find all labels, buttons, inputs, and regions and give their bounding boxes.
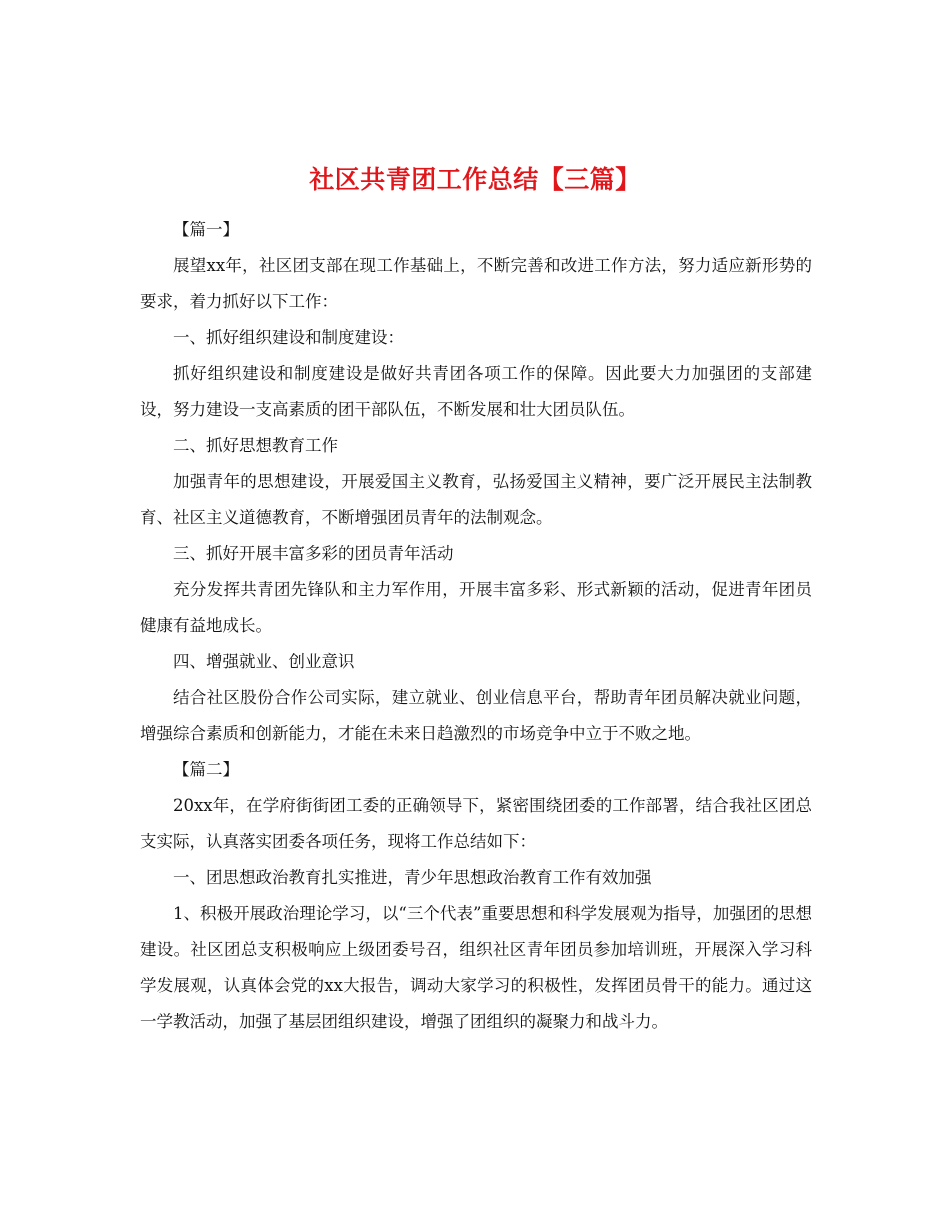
paragraph: 1、积极开展政治理论学习，以“三个代表”重要思想和科学发展观为指导，加强团的思想建设。社区团总支积极响应上级团委号召，组织社区青年团员参加培训班，开展深入学习科学发展观，认真体会党的xx大报告，调动大家学习的积极性，发挥团员骨干的能力。通过这一学教活动，加强了基层团组织建设，增强了团组织的凝聚力和战斗力。 bbox=[140, 904, 812, 1031]
subheading: 三、抓好开展丰富多彩的团员青年活动 bbox=[173, 544, 454, 563]
subheading: 一、抓好组织建设和制度建设： bbox=[173, 328, 404, 347]
paragraph: 展望xx年，社区团支部在现工作基础上，不断完善和改进工作方法，努力适应新形势的要求，着力抓好以下工作： bbox=[140, 256, 812, 311]
subheading: 二、抓好思想教育工作 bbox=[173, 436, 338, 455]
paragraph: 抓好组织建设和制度建设是做好共青团各项工作的保障。因此要大力加强团的支部建设，努力建设一支高素质的团干部队伍，不断发展和壮大团员队伍。 bbox=[140, 364, 812, 419]
document-body bbox=[140, 212, 812, 1040]
paragraph: 结合社区股份合作公司实际，建立就业、创业信息平台，帮助青年团员解决就业问题，增强综合素质和创新能力，才能在未来日趋激烈的市场竞争中立于不败之地。 bbox=[140, 688, 812, 743]
subheading: 一、团思想政治教育扎实推进，青少年思想政治教育工作有效加强 bbox=[173, 868, 652, 887]
document-title: 社区共青团工作总结【三篇】 bbox=[309, 164, 641, 194]
section-heading-1: 【篇一】 bbox=[173, 220, 239, 239]
paragraph: 加强青年的思想建设，开展爱国主义教育，弘扬爱国主义精神，要广泛开展民主法制教育、社区主义道德教育，不断增强团员青年的法制观念。 bbox=[140, 472, 812, 527]
paragraph: 20xx年，在学府街街团工委的正确领导下，紧密围绕团委的工作部署，结合我社区团总支实际，认真落实团委各项任务，现将工作总结如下： bbox=[140, 796, 812, 851]
paragraph: 充分发挥共青团先锋队和主力军作用，开展丰富多彩、形式新颖的活动，促进青年团员健康有益地成长。 bbox=[140, 580, 812, 635]
section-heading-2: 【篇二】 bbox=[173, 760, 239, 779]
subheading: 四、增强就业、创业意识 bbox=[173, 652, 355, 671]
